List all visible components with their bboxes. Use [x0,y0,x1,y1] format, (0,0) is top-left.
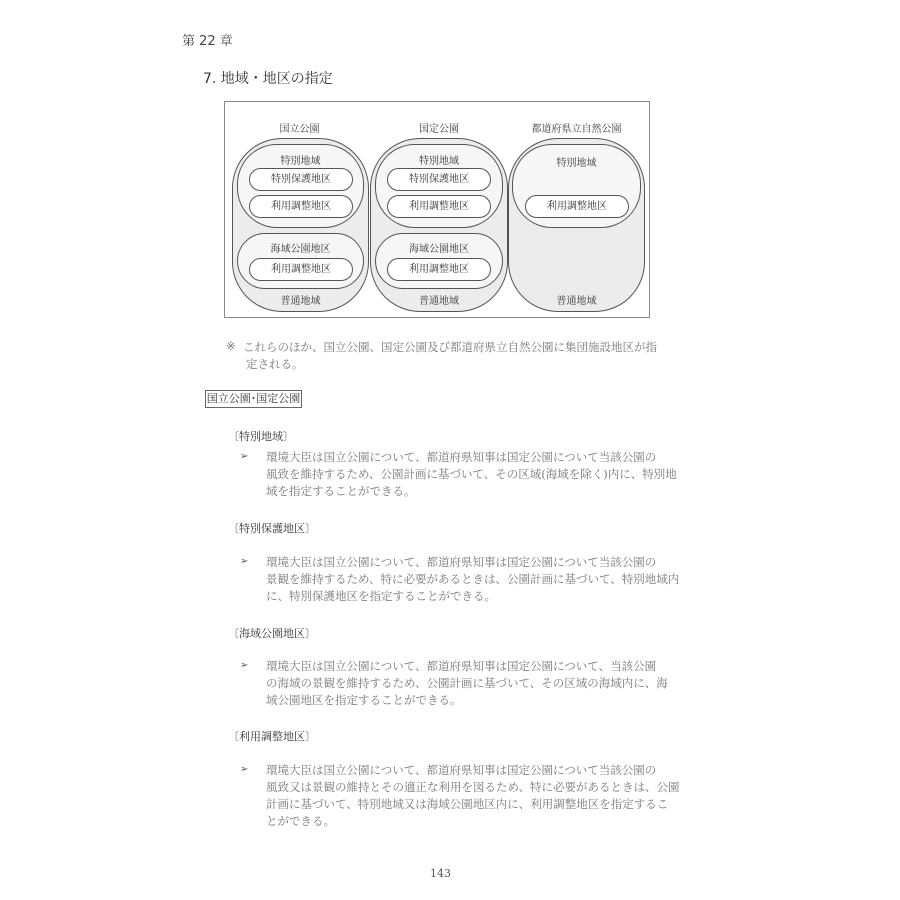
marine-label: 海域公園地区 [409,244,469,255]
note-line: これらのほか、国立公園、国定公園及び都道府県立自然公園に集団施設地区が指 [243,340,657,354]
ordinary-area-label: 普通地域 [280,296,321,307]
park-title: 国立公園 [279,124,320,135]
marine-area [375,233,503,289]
special-area-label: 特別地域 [280,156,321,167]
subsection-title: 〔海域公園地区〕 [228,627,316,640]
park-title: 国定公園 [419,124,459,135]
subsection-title: 〔特別保護地区〕 [228,522,316,535]
para-line: 風致又は景観の維持とその適正な利用を図るため、特に必要があるときは、公園 [266,780,680,794]
bullet-icon: ➢ [240,764,249,775]
use-adjust-pill: 利用調整地区 [249,258,353,281]
para-line: 景観を維持するため、特に必要があるときは、公園計画に基づいて、特別地域内 [266,572,680,586]
note-text [243,339,657,373]
park-prefectural [508,138,645,312]
marine-label: 海域公園地区 [270,244,331,255]
ordinary-area-label: 普通地域 [419,296,459,307]
page-number: 143 [430,867,451,880]
park-national [232,138,369,312]
para-line: 環境大臣は国立公園について、都道府県知事は国定公園について当該公園の [266,763,657,777]
use-adjust-pill: 利用調整地区 [387,258,491,281]
para-line: 風致を維持するため、公園計画に基づいて、その区域(海域を除く)内に、特別地 [266,467,677,481]
para-line: 環境大臣は国立公園について、都道府県知事は国定公園について当該公園の [266,450,657,464]
ordinary-area-label: 普通地域 [556,296,597,307]
paragraph [266,762,680,830]
subsection-title: 〔利用調整地区〕 [228,730,316,743]
para-line: 計画に基づいて、特別地域又は海域公園地区内に、利用調整地区を指定するこ [266,797,669,811]
use-adjust-pill: 利用調整地区 [249,195,353,218]
subsection-title: 〔特別地域〕 [228,430,294,443]
park-title: 都道府県立自然公園 [531,124,622,135]
special-protection-pill: 特別保護地区 [387,168,491,191]
park-quasi-national [370,138,508,312]
section-box-label: 国立公園･国定公園 [205,390,302,408]
paragraph [266,658,668,709]
para-line: の海域の景観を維持するため、公園計画に基づいて、その区域の海域内に、海 [266,676,668,690]
bullet-icon: ➢ [240,451,249,462]
marine-area [237,233,364,289]
use-adjust-pill: 利用調整地区 [525,195,629,218]
special-protection-pill: 特別保護地区 [249,168,353,191]
special-area-label: 特別地域 [419,156,459,167]
note-line: 定される。 [246,357,304,371]
para-line: 環境大臣は国立公園について、都道府県知事は国定公園について、当該公園 [266,659,657,673]
para-line: 域公園地区を指定することができる。 [266,693,462,707]
paragraph [266,554,679,605]
note-mark: ※ [226,339,236,353]
section-heading: 7. 地域・地区の指定 [203,71,333,87]
bullet-icon: ➢ [240,660,249,671]
para-line: に、特別保護地区を指定することができる。 [266,589,496,603]
chapter-label: 第 22 章 [182,34,233,49]
para-line: とができる。 [266,814,335,828]
paragraph [266,449,677,500]
use-adjust-pill: 利用調整地区 [387,195,491,218]
para-line: 環境大臣は国立公園について、都道府県知事は国定公園について当該公園の [266,555,657,569]
special-area [375,144,503,228]
special-area [512,144,641,228]
special-area-label: 特別地域 [556,158,597,169]
zoning-diagram [224,101,650,318]
special-area [237,144,364,228]
para-line: 域を指定することができる。 [266,484,416,498]
bullet-icon: ➢ [240,556,249,567]
